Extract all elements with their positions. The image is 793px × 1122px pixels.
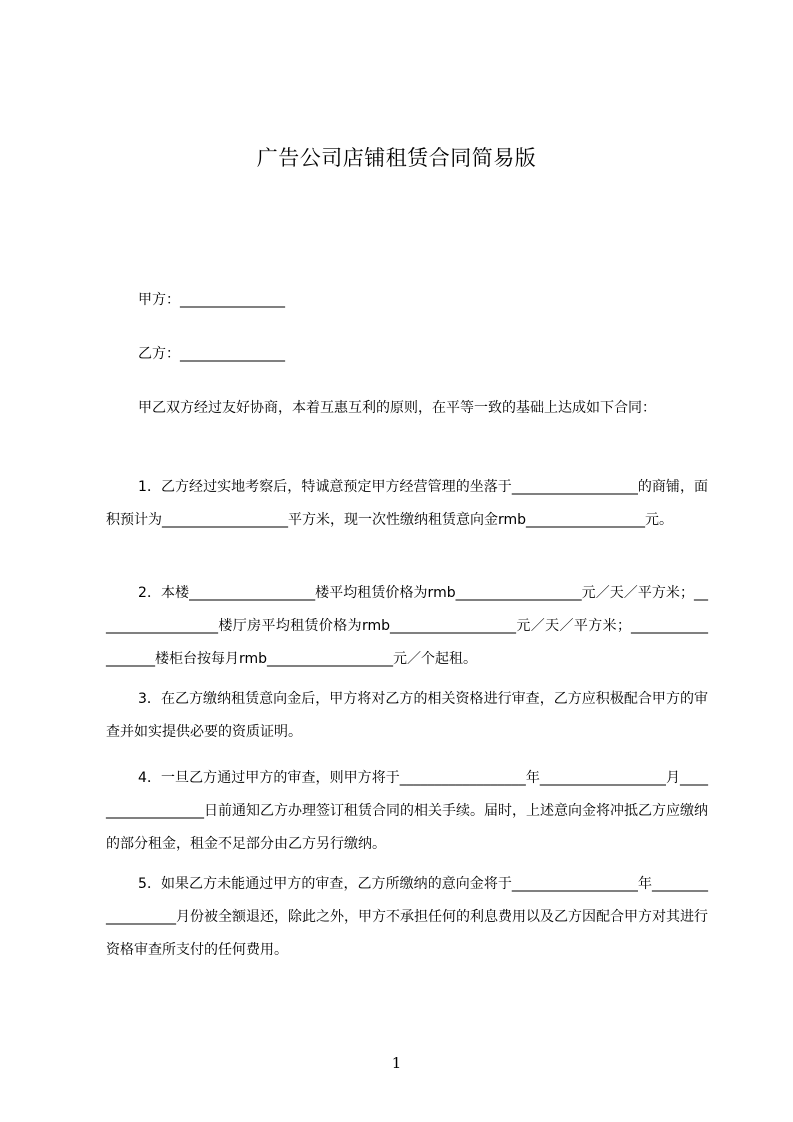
clause-5: 5．如果乙方未能通过甲方的审查，乙方所缴纳的意向金将于__________________年__________________月份被全额退还，除此之外，甲方不承担任何的利息费用以及乙方因配合甲方对其进行资格审查所支付的任何费用。 [106,876,708,958]
party-a-line: 甲方：_______________ [138,292,285,308]
intro-paragraph: 甲乙双方经过友好协商，本着互惠互利的原则，在平等一致的基础上达成如下合同： [138,400,656,416]
document-title: 广告公司店铺租赁合同简易版 [256,146,537,170]
clause-3: 3．在乙方缴纳租赁意向金后，甲方将对乙方的相关资格进行审查，乙方应积极配合甲方的审查并如实提供必要的资质证明。 [106,691,708,740]
clause-2: 2．本楼__________________楼平均租赁价格为rmb__________________元／天／平方米；__________________楼厅房平均租赁价格为rmb__________________元／天／平方米；__________________楼柜台按每月rmb__________________元／个起租。 [106,585,708,667]
party-b-line: 乙方：_______________ [138,346,285,362]
clause-4: 4．一旦乙方通过甲方的审查，则甲方将于__________________年__________________月__________________日前通知乙方办理签订租赁合同的相关手续。届时，上述意向金将冲抵乙方应缴纳的部分租金，租金不足部分由乙方另行缴纳。 [106,770,708,852]
page-number: 1 [391,1054,402,1072]
clause-1: 1．乙方经过实地考察后，特诚意预定甲方经营管理的坐落于__________________的商铺，面积预计为__________________平方米，现一次性缴纳租赁意向金rmb_________________元。 [106,479,708,528]
